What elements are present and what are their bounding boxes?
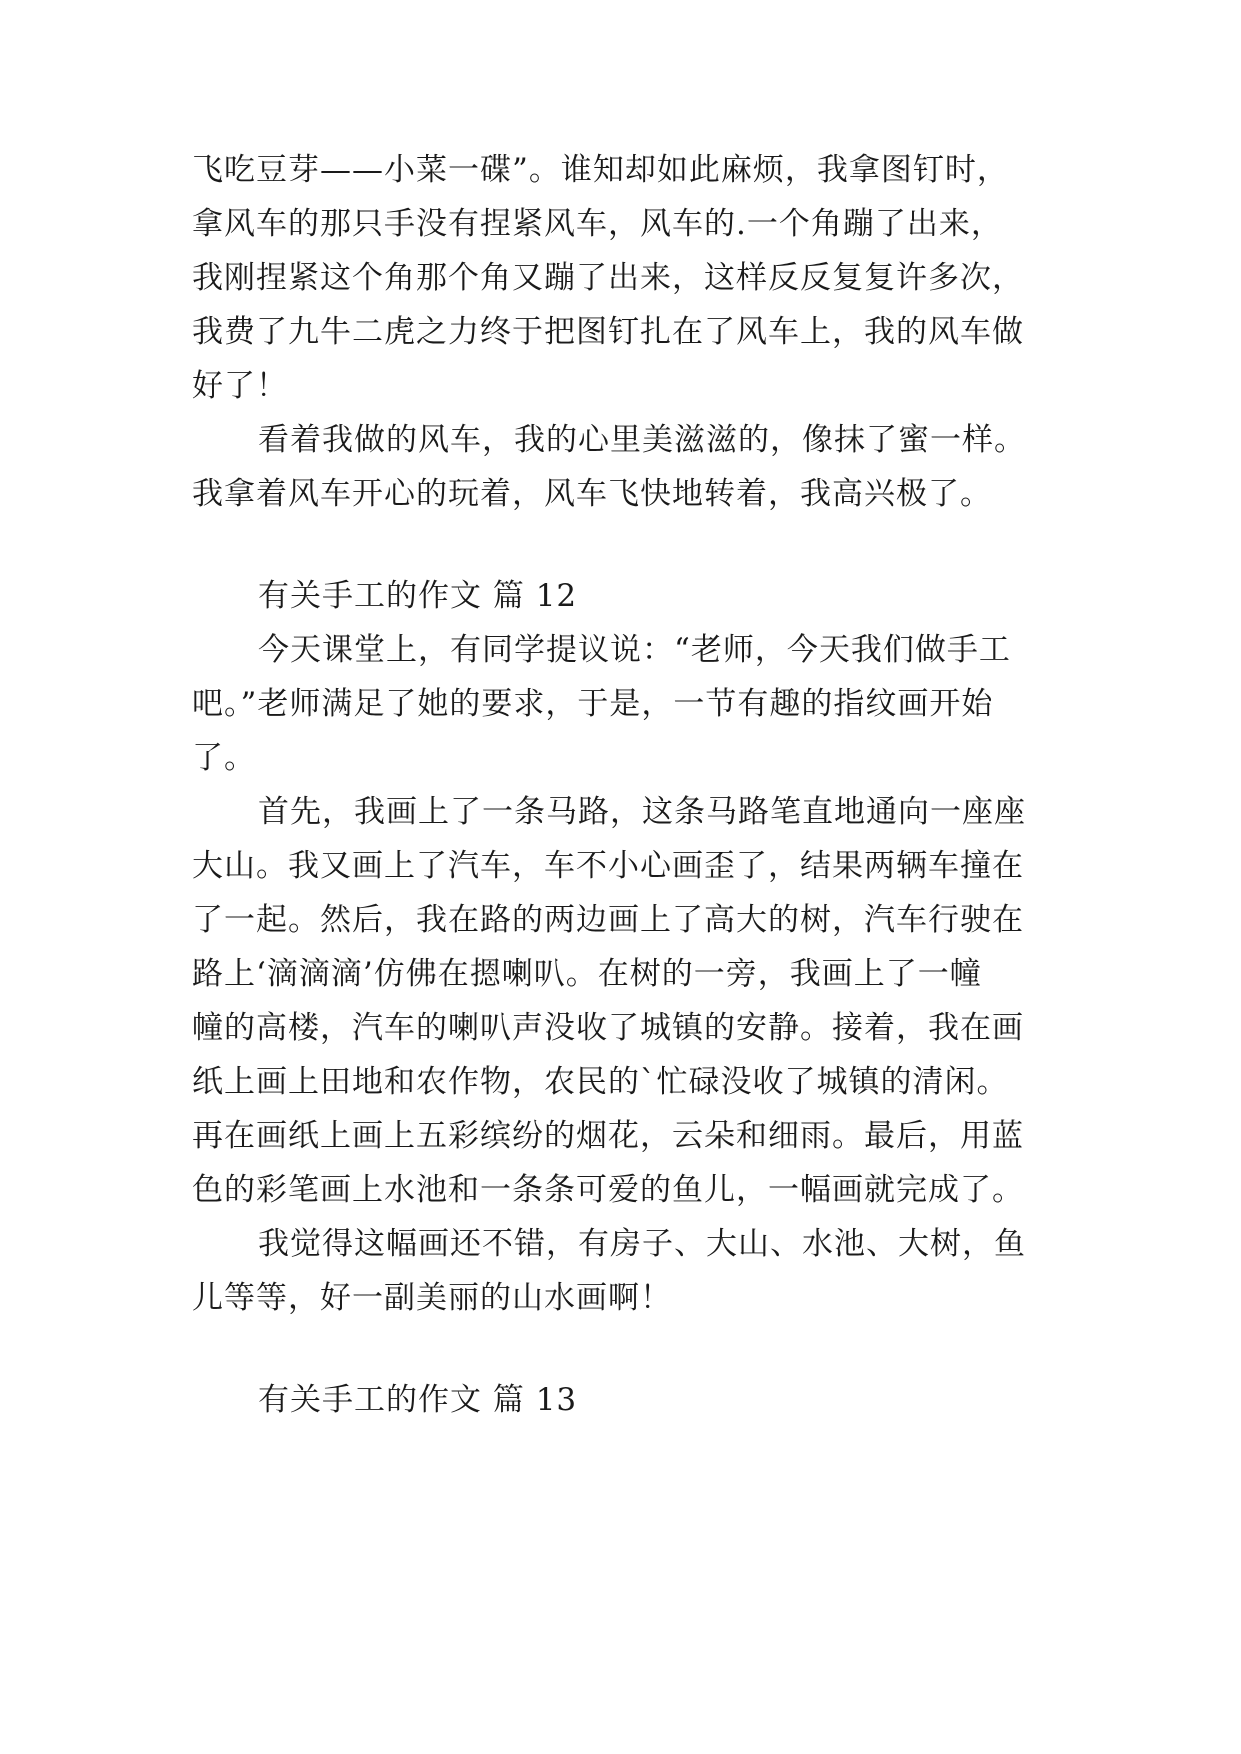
text-line: 了一起。然后，我在路的两边画上了高大的树，汽车行驶在 (192, 902, 1024, 938)
section-heading: 有关手工的作文 篇 13 (258, 1382, 578, 1418)
text-line: 吧。”老师满足了她的要求，于是，一节有趣的指纹画开始 (192, 686, 994, 722)
text-line: 首先，我画上了一条马路，这条马路笔直地通向一座座 (258, 794, 1026, 830)
text-line: 好了！ (192, 368, 288, 404)
text-line: 路上‘滴滴滴’仿佛在摁喇叭。在树的一旁，我画上了一幢 (192, 956, 982, 992)
text-line: 了。 (192, 740, 256, 776)
text-line: 儿等等，好一副美丽的山水画啊！ (192, 1280, 672, 1316)
text-line: 纸上画上田地和农作物，农民的`忙碌没收了城镇的清闲。 (192, 1064, 1009, 1100)
text-line: 飞吃豆芽——小菜一碟”。谁知却如此麻烦，我拿图钉时， (192, 152, 1009, 188)
text-line: 今天课堂上，有同学提议说：“老师，今天我们做手工 (258, 632, 1011, 668)
text-line: 我费了九牛二虎之力终于把图钉扎在了风车上，我的风车做 (192, 314, 1024, 350)
text-line: 看着我做的风车，我的心里美滋滋的，像抹了蜜一样。 (258, 422, 1026, 458)
text-line: 色的彩笔画上水池和一条条可爱的鱼儿，一幅画就完成了。 (192, 1172, 1024, 1208)
text-line: 我觉得这幅画还不错，有房子、大山、水池、大树，鱼 (258, 1226, 1026, 1262)
section-heading: 有关手工的作文 篇 12 (258, 578, 578, 614)
text-line: 幢的高楼，汽车的喇叭声没收了城镇的安静。接着，我在画 (192, 1010, 1024, 1046)
text-line: 大山。我又画上了汽车，车不小心画歪了，结果两辆车撞在 (192, 848, 1024, 884)
text-line: 我刚捏紧这个角那个角又蹦了出来，这样反反复复许多次， (192, 260, 1024, 296)
text-line: 拿风车的那只手没有捏紧风车，风车的.一个角蹦了出来， (192, 206, 1003, 242)
text-line: 再在画纸上画上五彩缤纷的烟花，云朵和细雨。最后，用蓝 (192, 1118, 1024, 1154)
text-line: 我拿着风车开心的玩着，风车飞快地转着，我高兴极了。 (192, 476, 992, 512)
